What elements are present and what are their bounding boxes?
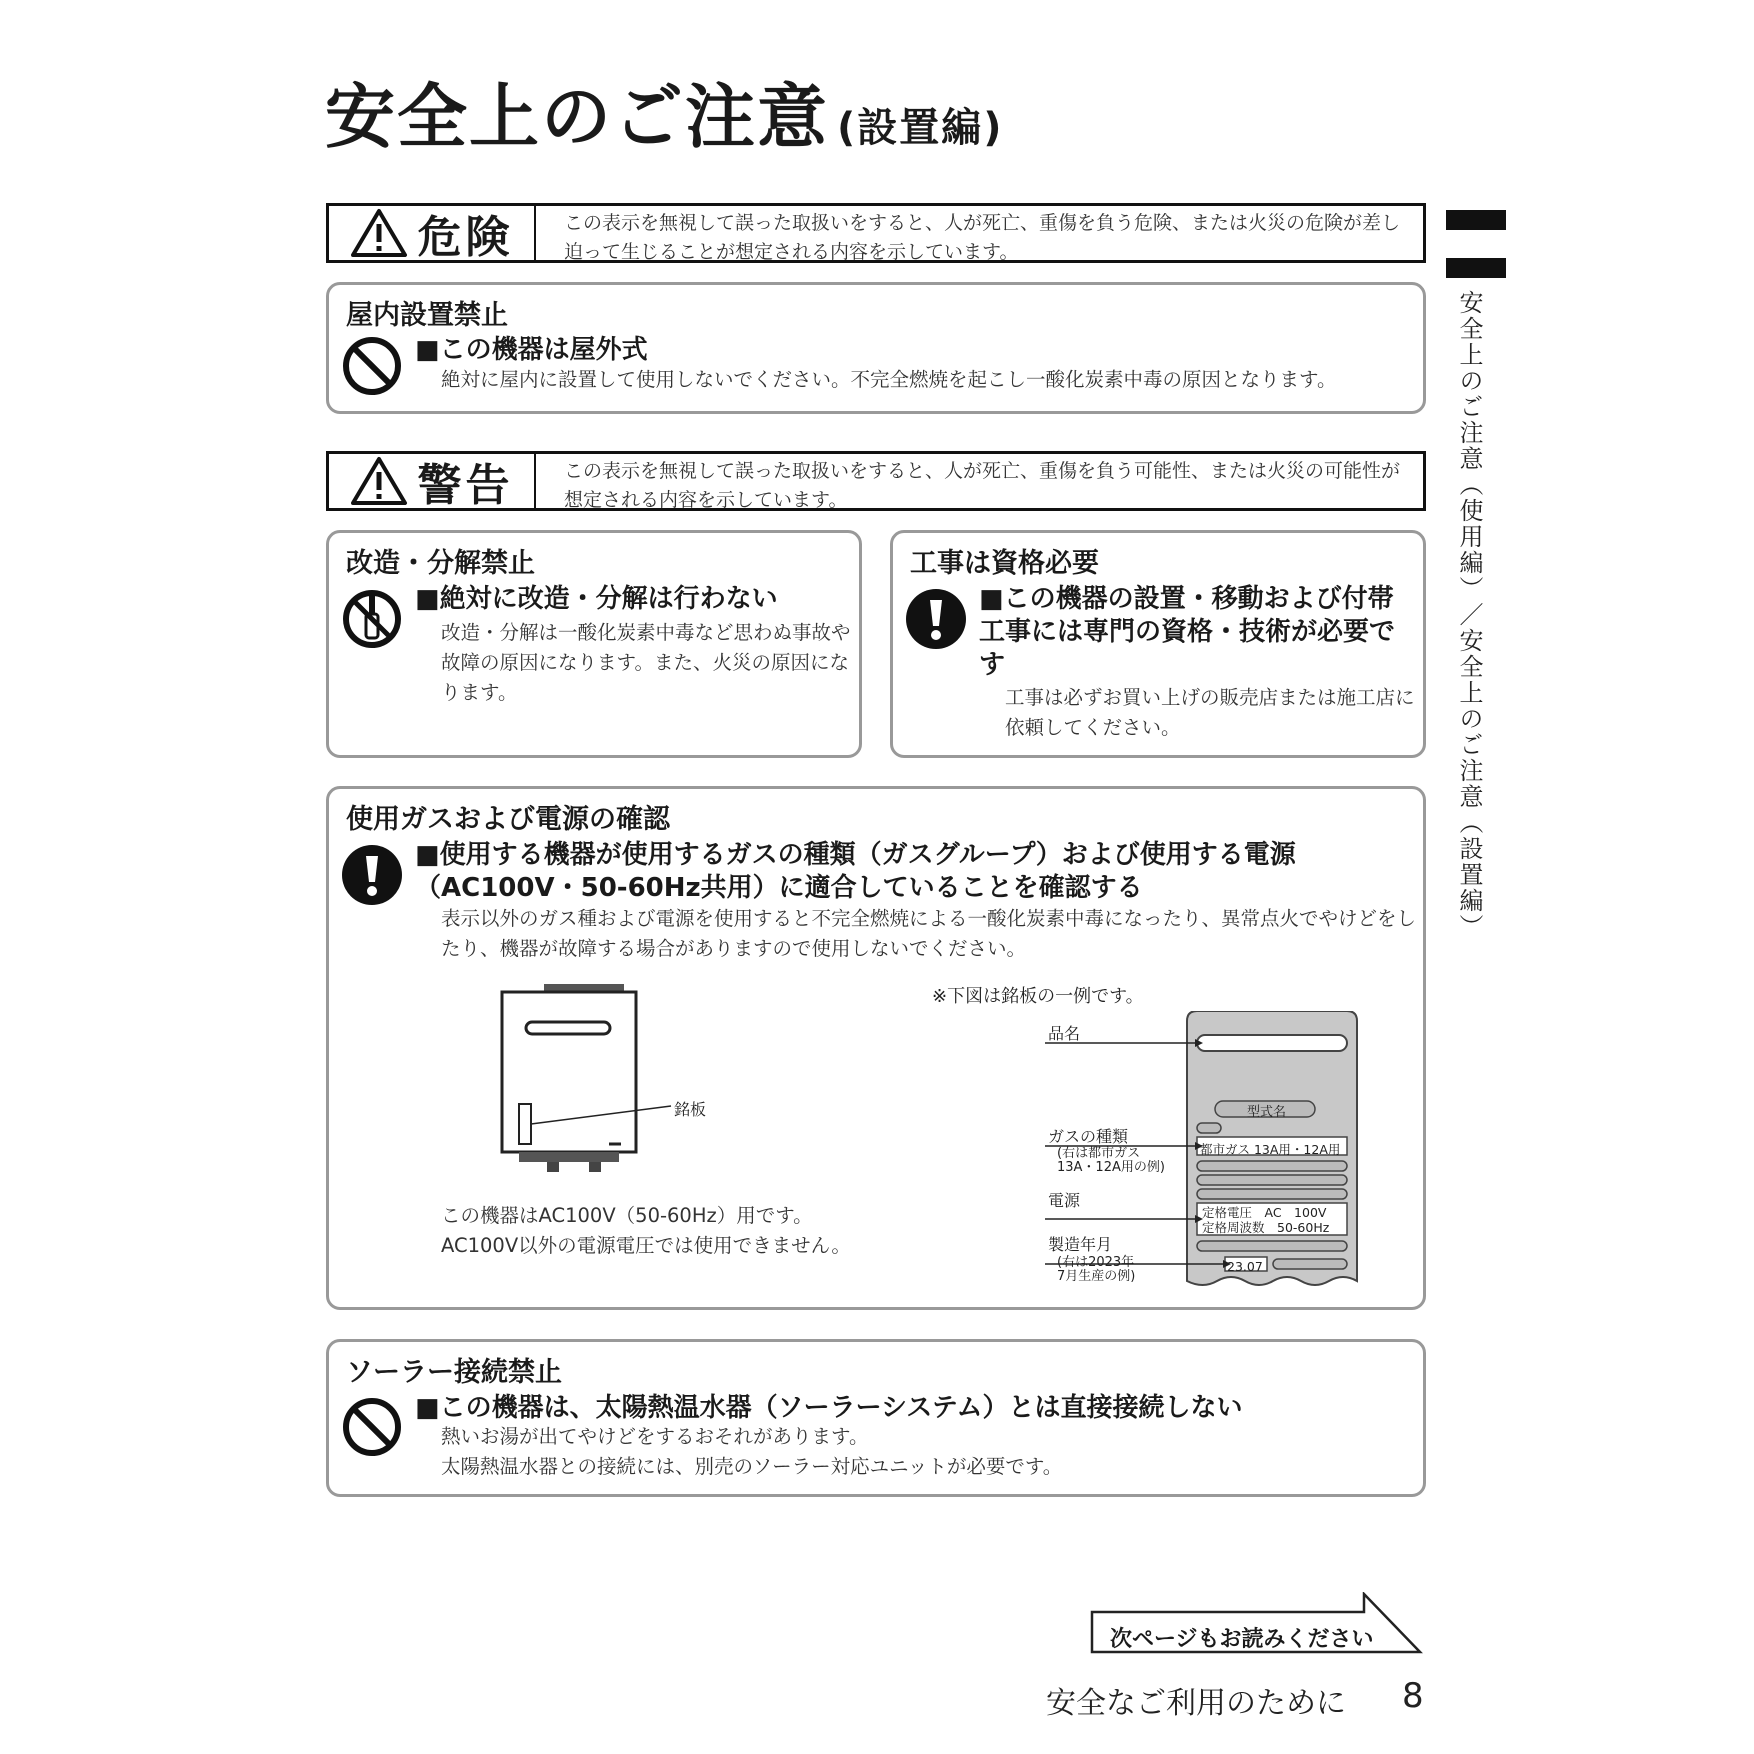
index-tab-2: [1446, 258, 1506, 278]
date-note-line2: 7月生産の例): [1057, 1269, 1136, 1284]
footer-title: 安全なご利用のために: [1046, 1686, 1346, 1721]
power-value-line1: 定格電圧 AC 100V: [1202, 1205, 1327, 1220]
section-body-line1: 熱いお湯が出てやけどをするおそれがあります。: [441, 1425, 869, 1448]
label-model-name: 型式名: [1247, 1105, 1287, 1120]
example-note: ※下図は銘板の一例です。: [932, 986, 1144, 1007]
warning-label-text: 警告: [417, 460, 514, 511]
danger-description: この表示を無視して誤った取扱いをすると、人が死亡、重傷を負う危険、または火災の危険が差し迫って生じることが想定される内容を示しています。: [564, 212, 1401, 263]
section-body: 工事は必ずお買い上げの販売店または施工店に依頼してください。: [1005, 686, 1415, 739]
mandatory-icon: [341, 844, 403, 906]
warning-triangle-icon: [350, 456, 408, 506]
section-body: 表示以外のガス種および電源を使用すると不完全燃焼による一酸化炭素中毒になったり、異常点火でやけどをしたり、機器が故障する場合がありますので使用しないでください。: [441, 907, 1417, 960]
section-title: 改造・分解禁止: [346, 548, 535, 579]
date-note-line1: (右は2023年: [1057, 1255, 1135, 1270]
modification-prohibited-box: [326, 530, 862, 758]
section-heading: ■この機器は、太陽熱温水器（ソーラーシステム）とは直接接続しない: [415, 1393, 1243, 1423]
indoor-install-prohibited-box: [326, 282, 1426, 414]
prohibited-icon: [341, 335, 403, 397]
warning-description: この表示を無視して誤った取扱いをすると、人が死亡、重傷を負う可能性、または火災の可能性が想定される内容を示しています。: [564, 460, 1401, 511]
water-heater-illustration: [499, 984, 719, 1184]
qualification-required-box: [890, 530, 1426, 758]
gas-note-line1: (右は都市ガス: [1057, 1146, 1141, 1161]
page-title: 安全上のご注意 (設置編): [325, 76, 1004, 158]
index-tab-1: [1446, 210, 1506, 230]
section-heading: ■この機器の設置・移動および付帯工事には専門の資格・技術が必要です: [979, 584, 1396, 680]
section-body: 改造・分解は一酸化炭素中毒など思わぬ事故や故障の原因になります。また、火災の原因になります。: [441, 621, 851, 704]
gas-value: 都市ガス 13A用・12A用: [1200, 1142, 1341, 1157]
mandatory-icon: [905, 588, 967, 650]
warning-triangle-icon: [350, 208, 408, 258]
danger-label: [329, 206, 536, 263]
power-note-line2: AC100V以外の電源電圧では使用できません。: [441, 1234, 851, 1257]
page-number: 8: [1402, 1676, 1424, 1716]
section-heading: ■絶対に改造・分解は行わない: [415, 584, 778, 614]
section-title: ソーラー接続禁止: [346, 1357, 562, 1388]
label-gas-type: ガスの種類: [1048, 1127, 1129, 1146]
gas-power-confirmation-box: [326, 786, 1426, 1310]
section-title: 使用ガスおよび電源の確認: [346, 804, 670, 835]
label-power: 電源: [1048, 1191, 1081, 1210]
power-note-line1: この機器はAC100V（50-60Hz）用です。: [441, 1204, 813, 1227]
date-value: 23.07: [1227, 1259, 1263, 1274]
danger-label-text: 危険: [417, 212, 514, 263]
label-product-name: 品名: [1048, 1024, 1081, 1043]
warning-label: [329, 454, 536, 511]
sidebar-label: 安全上のご注意（使用編）／安全上のご注意（設置編）: [1455, 290, 1483, 940]
page-title-sub: (設置編): [837, 105, 1004, 151]
disassembly-prohibited-icon: [341, 588, 403, 650]
next-page-text: 次ページもお読みください: [1110, 1627, 1374, 1652]
section-heading: ■この機器は屋外式: [415, 335, 648, 365]
section-title: 屋内設置禁止: [346, 300, 508, 331]
section-body: 絶対に屋内に設置して使用しないでください。不完全燃焼を起こし一酸化炭素中毒の原因となります。: [441, 368, 1337, 391]
section-title: 工事は資格必要: [910, 548, 1099, 579]
gas-note-line2: 13A・12A用の例): [1057, 1160, 1165, 1175]
solar-connection-prohibited-box: [326, 1339, 1426, 1497]
section-body-line2: 太陽熱温水器との接続には、別売のソーラー対応ユニットが必要です。: [441, 1455, 1063, 1478]
warning-level-box: [326, 451, 1426, 511]
label-manufacture-date: 製造年月: [1048, 1235, 1113, 1254]
power-value-line2: 定格周波数 50-60Hz: [1202, 1220, 1330, 1235]
section-heading: ■使用する機器が使用するガスの種類（ガスグループ）および使用する電源（AC100V・50-60Hz共用）に適合していることを確認する: [415, 840, 1296, 903]
nameplate-callout: 銘板: [674, 1100, 707, 1119]
prohibited-icon: [341, 1396, 403, 1458]
danger-level-box: [326, 203, 1426, 263]
